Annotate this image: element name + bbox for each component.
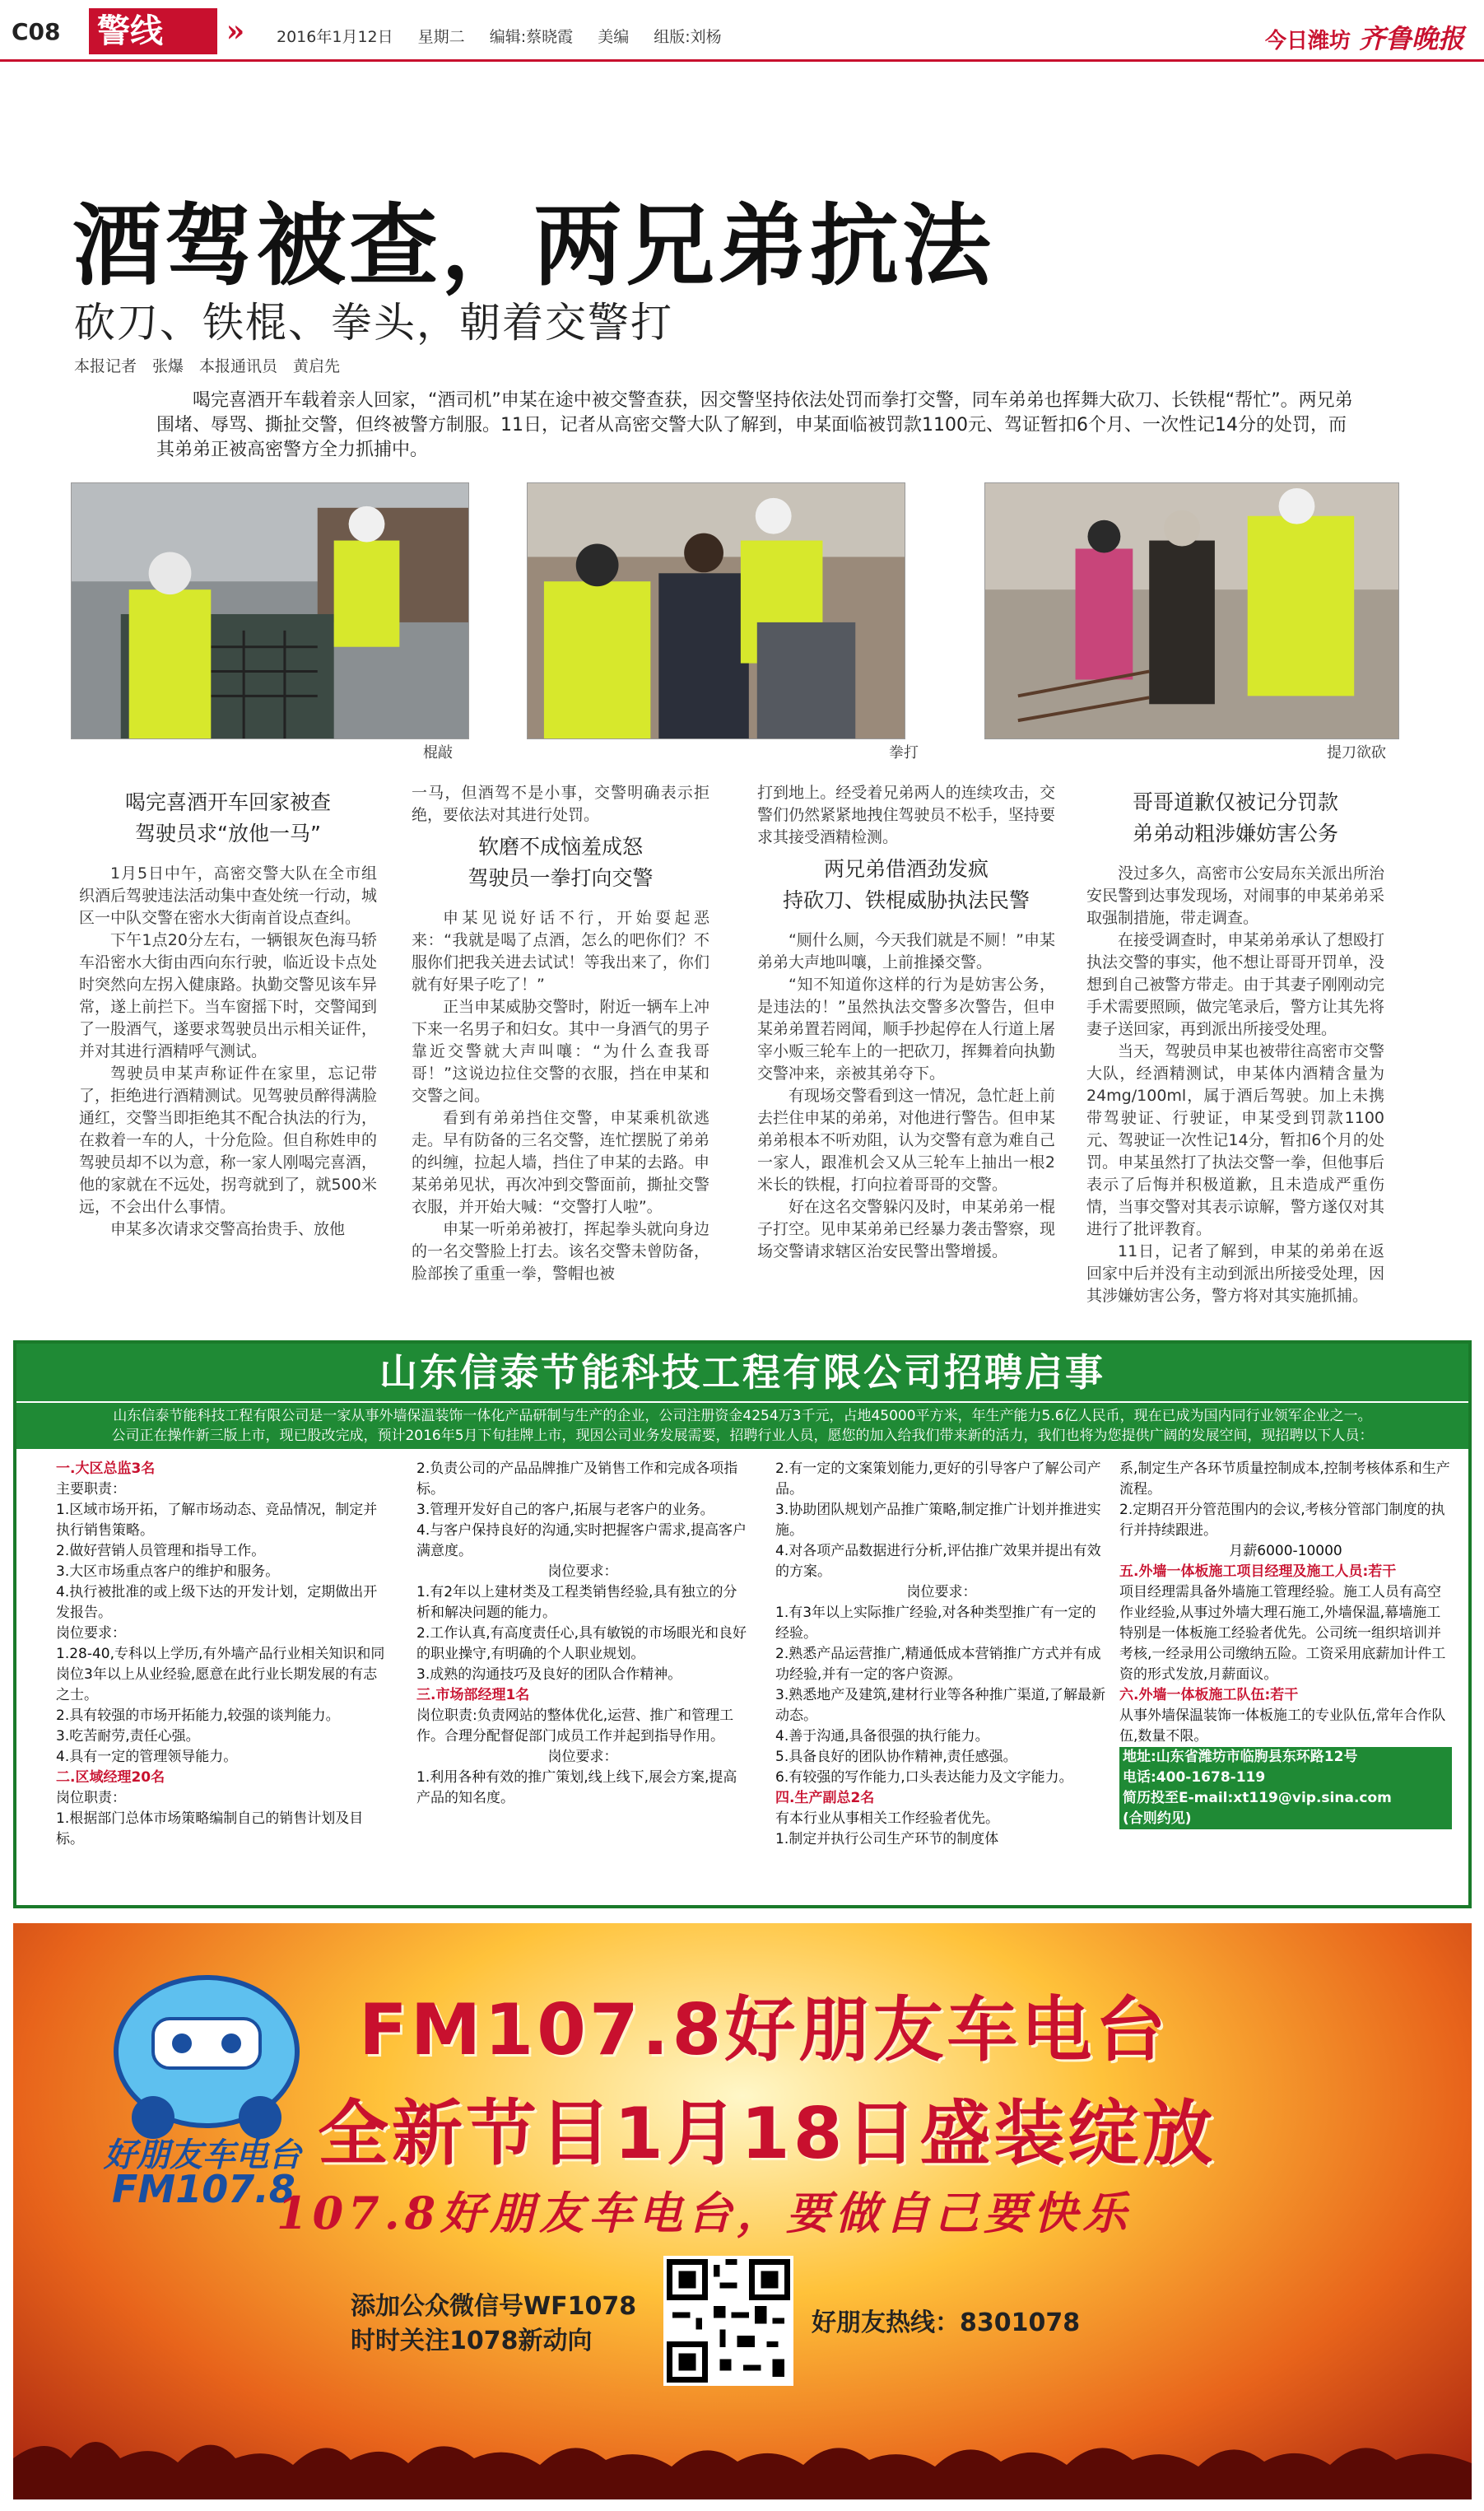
qr-code-icon[interactable] (663, 2256, 793, 2386)
ad-text-line: 有本行业从事相关工作经验者优先。 (775, 1810, 999, 1827)
ad-text-line: 4.执行被批准的或上级下达的开发计划，定期做出开发报告。 (56, 1584, 378, 1621)
photo-knife (984, 482, 1399, 739)
ad-text-line: 1.有3年以上实际推广经验,对各种类型推广有一定的经验。 (775, 1605, 1096, 1642)
ad-text-line: 岗位要求： (547, 1749, 618, 1765)
ad-text-line: 1.根据部门总体市场策略编制自己的销售计划及目标。 (56, 1810, 364, 1847)
paragraph: 申某一听弟弟被打，挥起拳头就向身边的一名交警脸上打去。该名交警未曾防备，脸部挨了重重一拳，警帽也被 (412, 1220, 709, 1283)
ad-text-line: 3.大区市场重点客户的维护和服务。 (56, 1563, 280, 1580)
ad-text-line: 1.28-40,专科以上学历,有外墙产品行业相关知识和同岗位3年以上从业经验,愿意在此行业长期发展的有志之士。 (56, 1646, 385, 1703)
ad-text-line: 6.有较强的写作能力,口头表达能力及文字能力。 (775, 1769, 1073, 1786)
photo-caption-1: 棍敲 (423, 744, 453, 762)
ad-text-line: 2.做好营销人员管理和指导工作。 (56, 1543, 266, 1559)
radio-slogan: 107.8好朋友车电台，要做自己要快乐 (277, 2187, 1133, 2239)
ad-column-1 (56, 1459, 388, 1850)
paragraph: 申某见说好话不行，开始耍起恶来：“我就是喝了点酒，怎么的吧你们？不服你们把我关进去试试！等我出来了，你们就有好果子吃了！” (412, 909, 709, 994)
job-title: 四.生产副总2名 (775, 1790, 875, 1806)
job-title: 三.市场部经理1名 (416, 1687, 530, 1703)
header-divider (0, 59, 1484, 62)
crowd-silhouette (13, 2401, 1472, 2499)
ad-text-line: 2.定期召开分管范围内的会议,考核分管部门制度的执行并持续跟进。 (1119, 1502, 1445, 1539)
intro-line: 山东信泰节能科技工程有限公司是一家从事外墙保温装饰一体化产品研制与生产的企业，公司注册资金4254万3千元，占地45000平方米，年生产能力5.6亿人民币，现在已成为国内同行业领军企业之一。 (113, 1408, 1372, 1424)
logo-name: 好朋友车电台 (104, 2136, 301, 2174)
ad-text-line: 4.对各项产品数据进行分析,评估推广效果并提出有效的方案。 (775, 1543, 1101, 1580)
ad-column-2 (416, 1459, 749, 1809)
chevron-right-icon: » (217, 8, 254, 54)
ad-text-line: 岗位要求： (56, 1625, 126, 1642)
recruitment-ad-title: 山东信泰节能科技工程有限公司招聘启事 (16, 1344, 1468, 1401)
contact-line: 简历投至E-mail:xt119@vip.sina.com (1119, 1788, 1452, 1809)
ad-text-line: 主要职责： (56, 1481, 126, 1498)
wechat-account: 添加公众微信号WF1078 (351, 2292, 637, 2321)
section-label (89, 8, 254, 54)
job-title: 一.大区总监3名 (56, 1460, 156, 1477)
ad-text-line: 3.成熟的沟通技巧及良好的团队合作精神。 (416, 1666, 682, 1683)
paragraph: 好在这名交警躲闪及时，申某弟弟一棍子打空。见申某弟弟已经暴力袭击警察，现场交警请求辖区治安民警出警增援。 (757, 1198, 1055, 1260)
ad-text-line: 从事外墙保温装饰一体板施工的专业队伍,常年合作队伍,数量不限。 (1119, 1707, 1446, 1745)
paragraph: 11日，记者了解到，申某的弟弟在返回家中后并没有主动到派出所接受处理，因其涉嫌妨害公务，警方将对其实施抓捕。 (1086, 1242, 1384, 1305)
radio-subtitle: 全新节目1月18日盛装绽放 (318, 2093, 1217, 2175)
ad-text-line: 2.负责公司的产品品牌推广及销售工作和完成各项指标。 (416, 1460, 738, 1498)
paragraph: 没过多久，高密市公安局东关派出所治安民警到达事发现场，对闹事的申某弟弟采取强制措施，带走调查。 (1086, 864, 1384, 927)
ad-text-line: 2.有一定的文案策划能力,更好的引导客户了解公司产品。 (775, 1460, 1101, 1498)
editor: 编辑:蔡晓霞 (489, 28, 574, 46)
article-column-1 (79, 782, 377, 1241)
job-title: 五.外墙一体板施工项目经理及施工人员:若干 (1119, 1563, 1397, 1580)
column-subtitle: 喝完喜酒开车回家被查 驾驶员求“放他一马” (124, 790, 331, 846)
paragraph: “厕什么厕，今天我们就是不厕！”申某弟弟大声地叫嚷，上前推搡交警。 (757, 931, 1055, 971)
designer: 美编 (598, 28, 630, 46)
ad-text-line: 4.善于沟通,具备很强的执行能力。 (775, 1728, 989, 1745)
ad-text-line: 2.熟悉产品运营推广,精通低成本营销推广方式并有成功经验,并有一定的客户资源。 (775, 1646, 1101, 1683)
photo-stick-attack (71, 482, 469, 739)
column-subtitle: 哥哥道歉仅被记分罚款 弟弟动粗涉嫌妨害公务 (1132, 790, 1338, 846)
contact-line: 地址:山东省潍坊市临朐县东环路12号 (1119, 1747, 1452, 1768)
paragraph: 1月5日中午，高密交警大队在全市组织酒后驾驶违法活动集中查处统一行动，城区一中队交警在密水大街南首设点查纠。 (79, 864, 377, 927)
ad-text-line: 岗位职责： (56, 1790, 126, 1806)
issue-date: 2016年1月12日 (277, 28, 393, 46)
header-right (1265, 18, 1464, 56)
intro-line: 公司正在操作新三版上市，现已股改完成，预计2016年5月下旬挂牌上市，现因公司业务发展需要，招聘行业人员，愿您的加入给我们带来新的活力，我们也将为您提供广阔的发展空间，现招聘以下人员： (111, 1428, 1374, 1444)
photo-caption-3: 提刀欲砍 (1327, 744, 1386, 762)
column-subtitle: 软磨不成恼羞成怒 驾驶员一拳打向交警 (468, 835, 654, 890)
hotline: 好朋友热线：8301078 (812, 2308, 1081, 2337)
ad-text-line: 4.具有一定的管理领导能力。 (56, 1749, 238, 1765)
photo-punch (527, 482, 905, 739)
ad-text-line: 月薪6000-10000 (1229, 1543, 1342, 1559)
ad-text-line: 4.与客户保持良好的沟通,实时把握客户需求,提高客户满意度。 (416, 1522, 747, 1559)
radio-title: FM107.8好朋友车电台 (359, 1989, 1170, 2071)
paragraph: “知不知道你这样的行为是妨害公务，是违法的！”虽然执法交警多次警告，但申某弟弟置若罔闻，顺手抄起停在人行道上屠宰小贩三轮车上的一把砍刀，挥舞着向执勤交警冲来，亲被其弟夺下。 (757, 976, 1055, 1083)
ad-text-line: 3.熟悉地产及建筑,建材行业等各种推广渠道,了解最新动态。 (775, 1687, 1106, 1724)
ad-text-line: 1.有2年以上建材类及工程类销售经验,具有独立的分析和解决问题的能力。 (416, 1584, 737, 1621)
page-header (0, 0, 1484, 58)
section-name: 警线 (97, 12, 163, 50)
ad-column-4 (1119, 1459, 1452, 1829)
ad-text-line: 岗位要求： (547, 1563, 618, 1580)
byline: 本报记者 张爆 本报通讯员 黄启先 (74, 357, 341, 375)
ad-text-line: 岗位职责:负责网站的整体优化,运营、推广和管理工作。合理分配督促部门成员工作并起到指导作用。 (416, 1707, 734, 1745)
paragraph: 驾驶员申某声称证件在家里，忘记带了，拒绝进行酒精测试。见驾驶员醉得满脸通红，交警当即拒绝其不配合执法的行为，在救着一车的人，十分危险。但自称姓申的驾驶员却不以为意，称一家人刚喝完喜酒，他的家就在不远处，拐弯就到了，就500米远，不会出什么事情。 (79, 1064, 377, 1216)
ad-column-3 (775, 1459, 1108, 1850)
ad-text-line: 1.制定并执行公司生产环节的制度体 (775, 1831, 999, 1847)
article-column-3 (757, 782, 1055, 1263)
contact-line: (合则约见) (1119, 1809, 1452, 1829)
article-column-2 (412, 782, 709, 1285)
paper-logo: 齐鲁晚报 (1358, 23, 1464, 54)
paragraph: 有现场交警看到这一情况，急忙赶上前去拦住申某的弟弟，对他进行警告。但申某弟弟根本不听劝阻，认为交警有意为难自己一家人，跟准机会又从三轮车上抽出一根2米长的铁棍，打向拉着哥哥的交警。 (757, 1087, 1055, 1194)
job-title: 六.外墙一体板施工队伍:若干 (1119, 1687, 1299, 1703)
job-title: 二.区域经理20名 (56, 1769, 165, 1786)
radio-ad (13, 1923, 1472, 2499)
paragraph: 看到有弟弟挡住交警，申某乘机欲逃走。早有防备的三名交警，连忙摆脱了弟弟的纠缠，拉起人墙，挡住了申某的去路。申某弟弟见状，再次冲到交警面前，撕扯交警衣服，并开始大喊：“交警打人啦”。 (412, 1109, 709, 1216)
ad-text-line: 5.具备良好的团队协作精神,责任感强。 (775, 1749, 1017, 1765)
paragraph: 在接受调查时，申某弟弟承认了想殴打执法交警的事实，他不想让哥哥开罚单，没想到自己被警方带走。由于其妻子刚刚动完手术需要照顾，做完笔录后，警方让其先将妻子送回家，再到派出所接受处理。 (1086, 931, 1384, 1038)
paragraph: 正当申某威胁交警时，附近一辆车上冲下来一名男子和妇女。其中一身酒气的男子靠近交警就大声叫嚷：“为什么查我哥哥！”这说边拉住交警的衣服，挡在申某和交警之间。 (412, 998, 709, 1105)
paragraph: 一马，但酒驾不是小事，交警明确表示拒绝，要依法对其进行处罚。 (412, 784, 709, 824)
paragraph: 当天，驾驶员申某也被带往高密市交警大队，经酒精测试，申某体内酒精含量为24mg/100ml，属于酒后驾驶。加上未携带驾驶证、行驶证，申某受到罚款1100元、驾驶证一次性记14分，暂扣6个月的处罚。申某虽然打了执法交警一拳，但他事后表示了后悔并积极道歉，且未造成严重伤情，当事交警对其表示谅解，警方遂仅对其进行了批评教育。 (1086, 1042, 1384, 1238)
headline: 酒驾被查，两兄弟抗法 (72, 195, 995, 298)
logo-frequency: FM107.8 (112, 2167, 295, 2211)
contact-line: 电话:400-1678-119 (1119, 1768, 1452, 1788)
wechat-follow: 时时关注1078新动向 (351, 2327, 593, 2355)
ad-text-line: 3.吃苦耐劳,责任心强。 (56, 1728, 200, 1745)
article-column-4 (1086, 782, 1384, 1307)
ad-text-line: 3.协助团队规划产品推广策略,制定推广计划并推进实施。 (775, 1502, 1101, 1539)
paragraph: 打到地上。经受着兄弟两人的连续攻击，交警们仍然紧紧地拽住驾驶员不松手，坚持要求其接受酒精检测。 (757, 784, 1055, 846)
ad-text-line: 2.工作认真,有高度责任心,具有敏锐的市场眼光和良好的职业操守,有明确的个人职业规划。 (416, 1625, 747, 1662)
lede-paragraph: 喝完喜酒开车载着亲人回家，“酒司机”申某在途中被交警查获，因交警坚持依法处罚而拳打交警，同车弟弟也挥舞大砍刀、长铁棍“帮忙”。两兄弟围堵、辱骂、撕扯交警，但终被警方制服。11日，记者从高密交警大队了解到，申某面临被罚款1100元、驾证暂扣6个月、一次性记14分的处罚，而其弟弟正被高密警方全力抓捕中。 (156, 390, 1353, 460)
subheadline: 砍刀、铁棍、拳头，朝着交警打 (74, 299, 673, 347)
column-subtitle: 两兄弟借酒劲发疯 持砍刀、铁棍威胁执法民警 (782, 857, 1030, 912)
ad-text-line: 1.区域市场开拓，了解市场动态、竞品情况，制定并执行销售策略。 (56, 1502, 378, 1539)
issue-meta (277, 25, 742, 47)
recruitment-ad-intro (16, 1403, 1468, 1449)
paragraph: 下午1点20分左右，一辆银灰色海马轿车沿密水大街由西向东行驶，临近设卡点处时突然向左拐入健康路。执勤交警见该车异常，遂上前拦下。当车窗摇下时，交警闻到了一股酒气，遂要求驾驶员出示相关证件，并对其进行酒精呼气测试。 (79, 931, 377, 1060)
ad-text-line: 岗位要求： (906, 1584, 977, 1600)
ad-text-line: 项目经理需具备外墙施工管理经验。施工人员有高空作业经验,从事过外墙大理石施工,外墙保温,幕墙施工特别是一体板施工经验者优先。公司统一组织培训并考核,一经录用公司缴纳五险。工资采用底薪加计件工资的形式发放,月薪面议。 (1119, 1584, 1446, 1683)
page-number: C08 (12, 18, 61, 45)
recruitment-ad (13, 1340, 1472, 1908)
issue-weekday: 星期二 (417, 28, 465, 46)
ad-text-line: 2.具有较强的市场开拓能力,较强的谈判能力。 (56, 1707, 340, 1724)
ad-text-line: 系,制定生产各环节质量控制成本,控制考核体系和生产流程。 (1119, 1460, 1450, 1498)
ad-text-line: 3.管理开发好自己的客户,拓展与老客户的业务。 (416, 1502, 714, 1518)
photo-caption-2: 拳打 (889, 744, 919, 762)
region-tag: 今日潍坊 (1264, 29, 1351, 54)
proofreader: 组版:刘杨 (654, 28, 722, 46)
ad-text-line: 1.利用各种有效的推广策划,线上线下,展会方案,提高产品的知名度。 (416, 1769, 737, 1806)
paragraph: 申某多次请求交警高抬贵手、放他 (110, 1220, 346, 1238)
